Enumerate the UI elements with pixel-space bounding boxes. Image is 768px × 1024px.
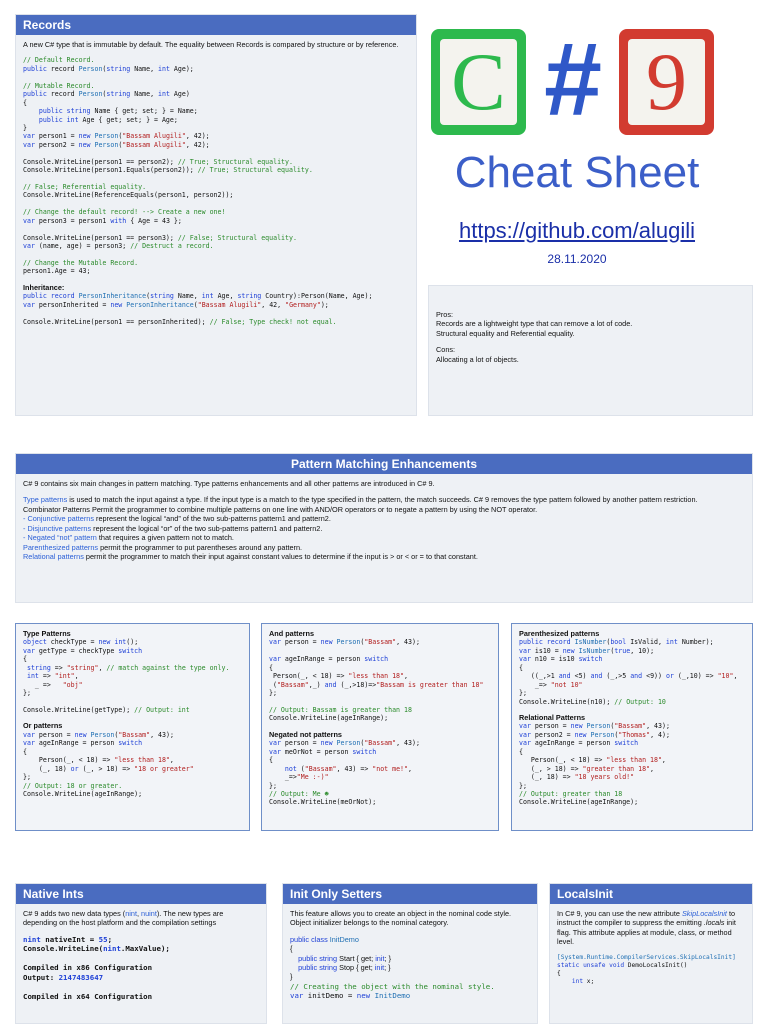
pros-cons-panel bbox=[428, 285, 753, 416]
type-patterns-desc: Type patterns is used to match the input against a type. If the input type is a match to the type specified in the pattern, the match succeeds. C# 9 removes the type pattern followed by another pattern restriction. bbox=[23, 495, 698, 505]
cons-heading: Cons: bbox=[436, 345, 456, 355]
logo-c-block bbox=[431, 29, 526, 135]
init-only-desc: This feature allows you to create an object in the nominal code style. Object initializer belongs to the nominal category. bbox=[290, 909, 512, 928]
parenthesized-patterns-desc: Parenthesized patterns permit the programmer to put parentheses around any pattern. bbox=[23, 542, 303, 552]
combinator-patterns-desc: Combinator Patterns Permit the programmer to combine multiple patterns on one line with AND/OR operators or to negate a pattern by using the NOT operator. bbox=[23, 504, 538, 514]
pros-item: Structural equality and Referential equality. bbox=[436, 328, 575, 338]
logo-c-letter: C bbox=[440, 39, 517, 125]
negated-patterns-code: var person = new Person("Bassam", 43); var meOrNot = person switch { not ("Bassam", 43) => "not me!", _=>"Me :-)" }; // Output: Me ☻ Console.WriteLine(meOrNot); bbox=[269, 739, 420, 807]
native-ints-desc: C# 9 adds two new data types (nint, nuint). The new types are depending on the host platform and the compilation settings bbox=[23, 909, 224, 928]
localsinit-panel bbox=[549, 883, 753, 1024]
records-panel bbox=[15, 14, 417, 416]
parenthesized-code: public record IsNumber(bool IsValid, int Number); var is10 = new IsNumber(true, 10); var n10 = is10 switch { ((_,>1 and <5) and (_,>5 and <9)) or (_,10) => "10", _=> "not 10" }; Console.WriteLine(n10); // Output: 10 bbox=[519, 638, 738, 706]
pros-heading: Pros: bbox=[436, 310, 454, 319]
init-only-panel bbox=[282, 883, 538, 1024]
logo-nine-block bbox=[619, 29, 714, 135]
localsinit-desc: In C# 9, you can use the new attribute SkipLocalsInit to instruct the compiler to suppress the emitting .locals init flag. This attribute applies at module, class, or method level. bbox=[557, 909, 736, 947]
parenthesized-patterns-panel bbox=[511, 623, 753, 831]
cons-item: Allocating a lot of objects. bbox=[436, 354, 519, 364]
pattern-matching-title: Pattern Matching Enhancements bbox=[16, 454, 752, 474]
page-title: Cheat Sheet bbox=[454, 148, 700, 197]
pattern-matching-panel bbox=[15, 453, 753, 603]
logo-hash: # bbox=[544, 22, 602, 138]
github-link[interactable]: https://github.com/alugili bbox=[458, 218, 696, 243]
negated-patterns-desc: - Negated “not” pattern that requires a given pattern not to match. bbox=[23, 533, 234, 543]
or-patterns-heading: Or patterns bbox=[23, 721, 63, 731]
localsinit-title: LocalsInit bbox=[550, 884, 752, 904]
localsinit-code: [System.Runtime.CompilerServices.SkipLocalsInit] static unsafe void DemoLocalsInit() { int x; bbox=[557, 953, 736, 985]
publish-date: 28.11.2020 bbox=[547, 252, 607, 266]
relational-heading: Relational Patterns bbox=[519, 712, 586, 722]
inheritance-heading: Inheritance: bbox=[23, 282, 65, 292]
parenthesized-heading: Parenthesized patterns bbox=[519, 629, 600, 638]
and-patterns-panel bbox=[261, 623, 499, 831]
conjunctive-patterns-desc: - Conjunctive patterns represent the logical “and” of the two sub-patterns pattern1 and pattern2. bbox=[23, 514, 331, 524]
pros-item: Records are a lightweight type that can remove a lot of code. bbox=[436, 319, 633, 329]
inheritance-code: public record PersonInheritance(string Name, int Age, string Country):Person(Name, Age); var personInherited = new PersonInheritance("Bassam Alugili", 42, "Germany"); Console.WriteLine(person1 == personInherited); // False; Type check! not equal. bbox=[23, 292, 373, 326]
pattern-intro: C# 9 contains six main changes in pattern matching. Type patterns enhancements and all other patterns are introduced in C# 9. bbox=[23, 479, 435, 488]
type-patterns-heading: Type Patterns bbox=[23, 629, 71, 638]
type-patterns-panel bbox=[15, 623, 250, 831]
and-patterns-code: var person = new Person("Bassam", 43); var ageInRange = person switch { Person(_, < 18) => "less than 18", ("Bassam",_) and (_,>18)=>"Bassam is greater than 18" }; // Output: Bassam is greater than 18 Console.WriteLine(ageInRange); bbox=[269, 638, 484, 723]
records-intro: A new C# type that is immutable by default. The equality between Records is compared by structure or by reference. bbox=[23, 40, 399, 49]
native-ints-code: nint nativeInt = 55; Console.WriteLine(nint.MaxValue); Compiled in x86 Configuration Output: 2147483647 Compiled in x64 Configuration bbox=[23, 934, 170, 1001]
negated-patterns-heading: Negated not patterns bbox=[269, 729, 342, 739]
records-title: Records bbox=[16, 15, 416, 35]
records-code: // Default Record. public record Person(string Name, int Age); // Mutable Record. public record Person(string Name, int Age) { public string Name { get; set; } = Name; public int Age { get; set; } = Age; } var person1 = new Person("Bassam Alugili", 42); var person2 = new Person("Bassam Alugili", 42); Console.WriteLine(person1 == person2); // True; Structural equality. Console.WriteLine(person1.Equals(person2)); // True; Structural equality. // False; Referential equality. Console.WriteLine(ReferenceEquals(person1, person2)); // Change the default record! --> Create a new one! var person3 = person1 with { Age = 43 }; Console.WriteLine(person1 == person3); // False; Structural equality. var (name, age) = person3; // Destruct a record. // Change the Mutable Record. person1.Age = 43; bbox=[23, 56, 313, 276]
and-patterns-heading: And patterns bbox=[269, 629, 314, 638]
relational-patterns-desc: Relational patterns permit the programmer to match their input against constant values to determine if the input is > or < or = to that constant. bbox=[23, 552, 478, 562]
init-only-usage-code: // Creating the object with the nominal style. var initDemo = new InitDemo bbox=[290, 981, 495, 1001]
logo-nine-digit: 9 bbox=[628, 39, 705, 125]
init-only-title: Init Only Setters bbox=[283, 884, 537, 904]
native-ints-panel bbox=[15, 883, 267, 1024]
disjunctive-patterns-desc: - Disjunctive patterns represent the logical “or” of the two sub-patterns pattern1 and pattern2. bbox=[23, 523, 323, 533]
or-patterns-code: var person = new Person("Bassam", 43); var ageInRange = person switch { Person(_, < 18) => "less than 18", (_, 18) or (_, > 18) => "18 or greater" }; // Output: 18 or greater. Console.WriteLine(ageInRange); bbox=[23, 730, 194, 798]
relational-code: var person = new Person("Bassam", 43); var person2 = new Person("Thomas", 4); var ageInRange = person switch { Person(_, < 18) => "less than 18", (_, > 18) => "greater than 18", (_, 18) => "18 years old!" }; // Output: greater than 18 Console.WriteLine(ageInRange); bbox=[519, 722, 670, 807]
init-only-class-code: public class InitDemo { public string Start { get; init; } public string Stop { get; init; } } bbox=[290, 934, 392, 982]
type-patterns-code: object checkType = new int(); var getType = checkType switch { string => "string", // match against the type only. int => "int", _ => "obj" }; Console.WriteLine(getType); // Output: int bbox=[23, 638, 230, 714]
native-ints-title: Native Ints bbox=[16, 884, 266, 904]
